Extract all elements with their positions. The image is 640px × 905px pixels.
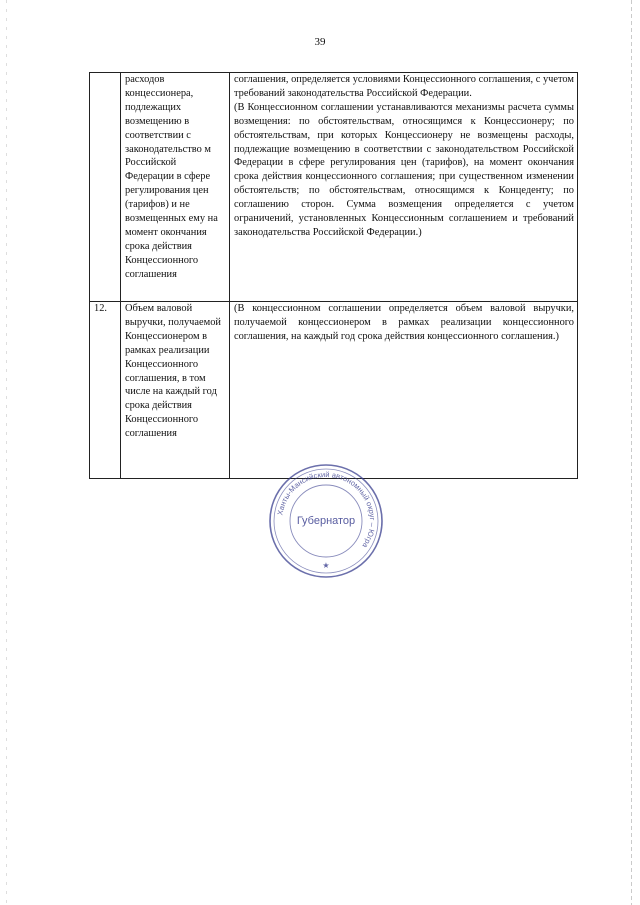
row-name-cell: Объем валовой выручки, получаемой Концессионером в рамках реализации Концессионного соглашения, в том числе на каждый год срока действия Концессионного соглашения [121,302,230,479]
seal-ring-text: Ханты-Мансийский автономный округ – Югра [275,469,378,550]
row-number-cell [90,73,121,302]
seal-graphic [267,462,385,580]
official-seal [267,462,385,580]
row-description-cell [230,302,578,479]
seal-center-text: Губернатор [296,515,356,527]
table-row [90,73,578,302]
page-number: 39 [314,36,326,48]
row-number-cell: 12. [90,302,121,479]
scan-edge-left [6,0,7,905]
row-name-cell: расходов концессионера, подлежащих возмещению в соответствии с законодательство м Российской Федерации в сфере регулирования цен (тарифов) и не возмещенных ему на момент окончания срока действия Концессионного соглашения [121,73,230,302]
document-table [89,72,578,479]
scan-edge-right [631,0,632,905]
description-paragraph: (В Концессионном соглашении устанавливаются механизмы расчета суммы возмещения: по обстоятельствам, относящимся к Концессионеру; по обстоятельствам, при которых Концессионеру не возмещены расходы, подлежащие возмещению в соответствии с законодательством Российской Федерации в сфере регулирования цен (тарифов), на момент окончания срока действия концессионного соглашения; при существенном изменении обстоятельств; по обстоятельствам, относящимся к Концеденту; по соглашению сторон. Сумма возмещения определяется с учетом ограничений, установленных Концессионным соглашением и требований законодательства Российской Федерации.) [234,101,574,238]
description-paragraph: (В концессионном соглашении определяется объем валовой выручки, получаемой концессионером в рамках реализации концессионного соглашения, на каждый год срока действия концессионного соглашения.) [234,303,574,342]
description-paragraph: соглашения, определяется условиями Концессионного соглашения, с учетом требований законодательства Российской Федерации. [234,74,574,99]
row-description-cell [230,73,578,302]
table-row [90,302,578,479]
star-icon: ★ [322,561,330,570]
